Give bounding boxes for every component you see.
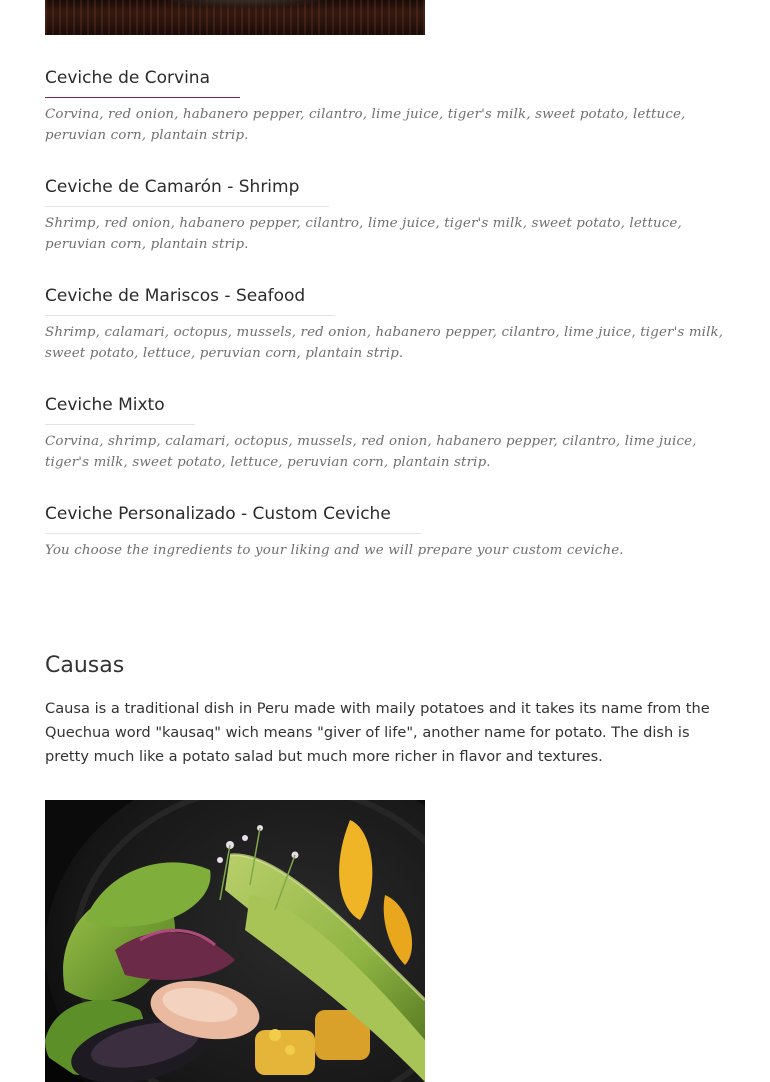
ceviche-menu-list xyxy=(45,66,730,611)
menu-item-title[interactable]: Ceviche de Corvina xyxy=(45,66,240,98)
menu-item-description: Shrimp, calamari, octopus, mussels, red onion, habanero pepper, cilantro, lime juice, tiger's milk, sweet potato, lettuce, peruvian corn, plantain strip. xyxy=(45,325,724,361)
menu-item-title[interactable]: Ceviche Mixto xyxy=(45,393,195,425)
menu-item-ceviche-mixto xyxy=(45,393,730,502)
menu-item-description: Corvina, shrimp, calamari, octopus, mussels, red onion, habanero pepper, cilantro, lime juice, tiger's milk, sweet potato, lettuce, peruvian corn, plantain strip. xyxy=(45,434,697,470)
menu-item-description: You choose the ingredients to your liking and we will prepare your custom ceviche. xyxy=(45,543,624,558)
menu-item-description: Shrimp, red onion, habanero pepper, cilantro, lime juice, tiger's milk, sweet potato, lettuce, peruvian corn, plantain strip. xyxy=(45,216,682,252)
menu-item-title[interactable]: Ceviche Personalizado - Custom Ceviche xyxy=(45,502,421,534)
menu-item-title[interactable]: Ceviche de Mariscos - Seafood xyxy=(45,284,335,316)
causa-photo-illustration xyxy=(45,800,425,1082)
menu-item-ceviche-seafood xyxy=(45,284,730,393)
menu-item-description: Corvina, red onion, habanero pepper, cilantro, lime juice, tiger's milk, sweet potato, lettuce, peruvian corn, plantain strip. xyxy=(45,107,686,143)
ceviche-photo xyxy=(45,0,425,35)
section-intro-causas: Causa is a traditional dish in Peru made with maily potatoes and it takes its name from the Quechua word "kausaq" wich means "giver of life", another name for potato. The dish is pretty much like a potato salad but much more richer in flavor and textures. xyxy=(45,700,710,765)
menu-item-title[interactable]: Ceviche de Camarón - Shrimp xyxy=(45,175,329,207)
menu-item-ceviche-custom xyxy=(45,502,730,611)
section-title-causas: Causas xyxy=(45,653,125,678)
causa-photo xyxy=(45,800,425,1082)
menu-item-ceviche-corvina xyxy=(45,66,730,175)
menu-item-ceviche-shrimp xyxy=(45,175,730,284)
